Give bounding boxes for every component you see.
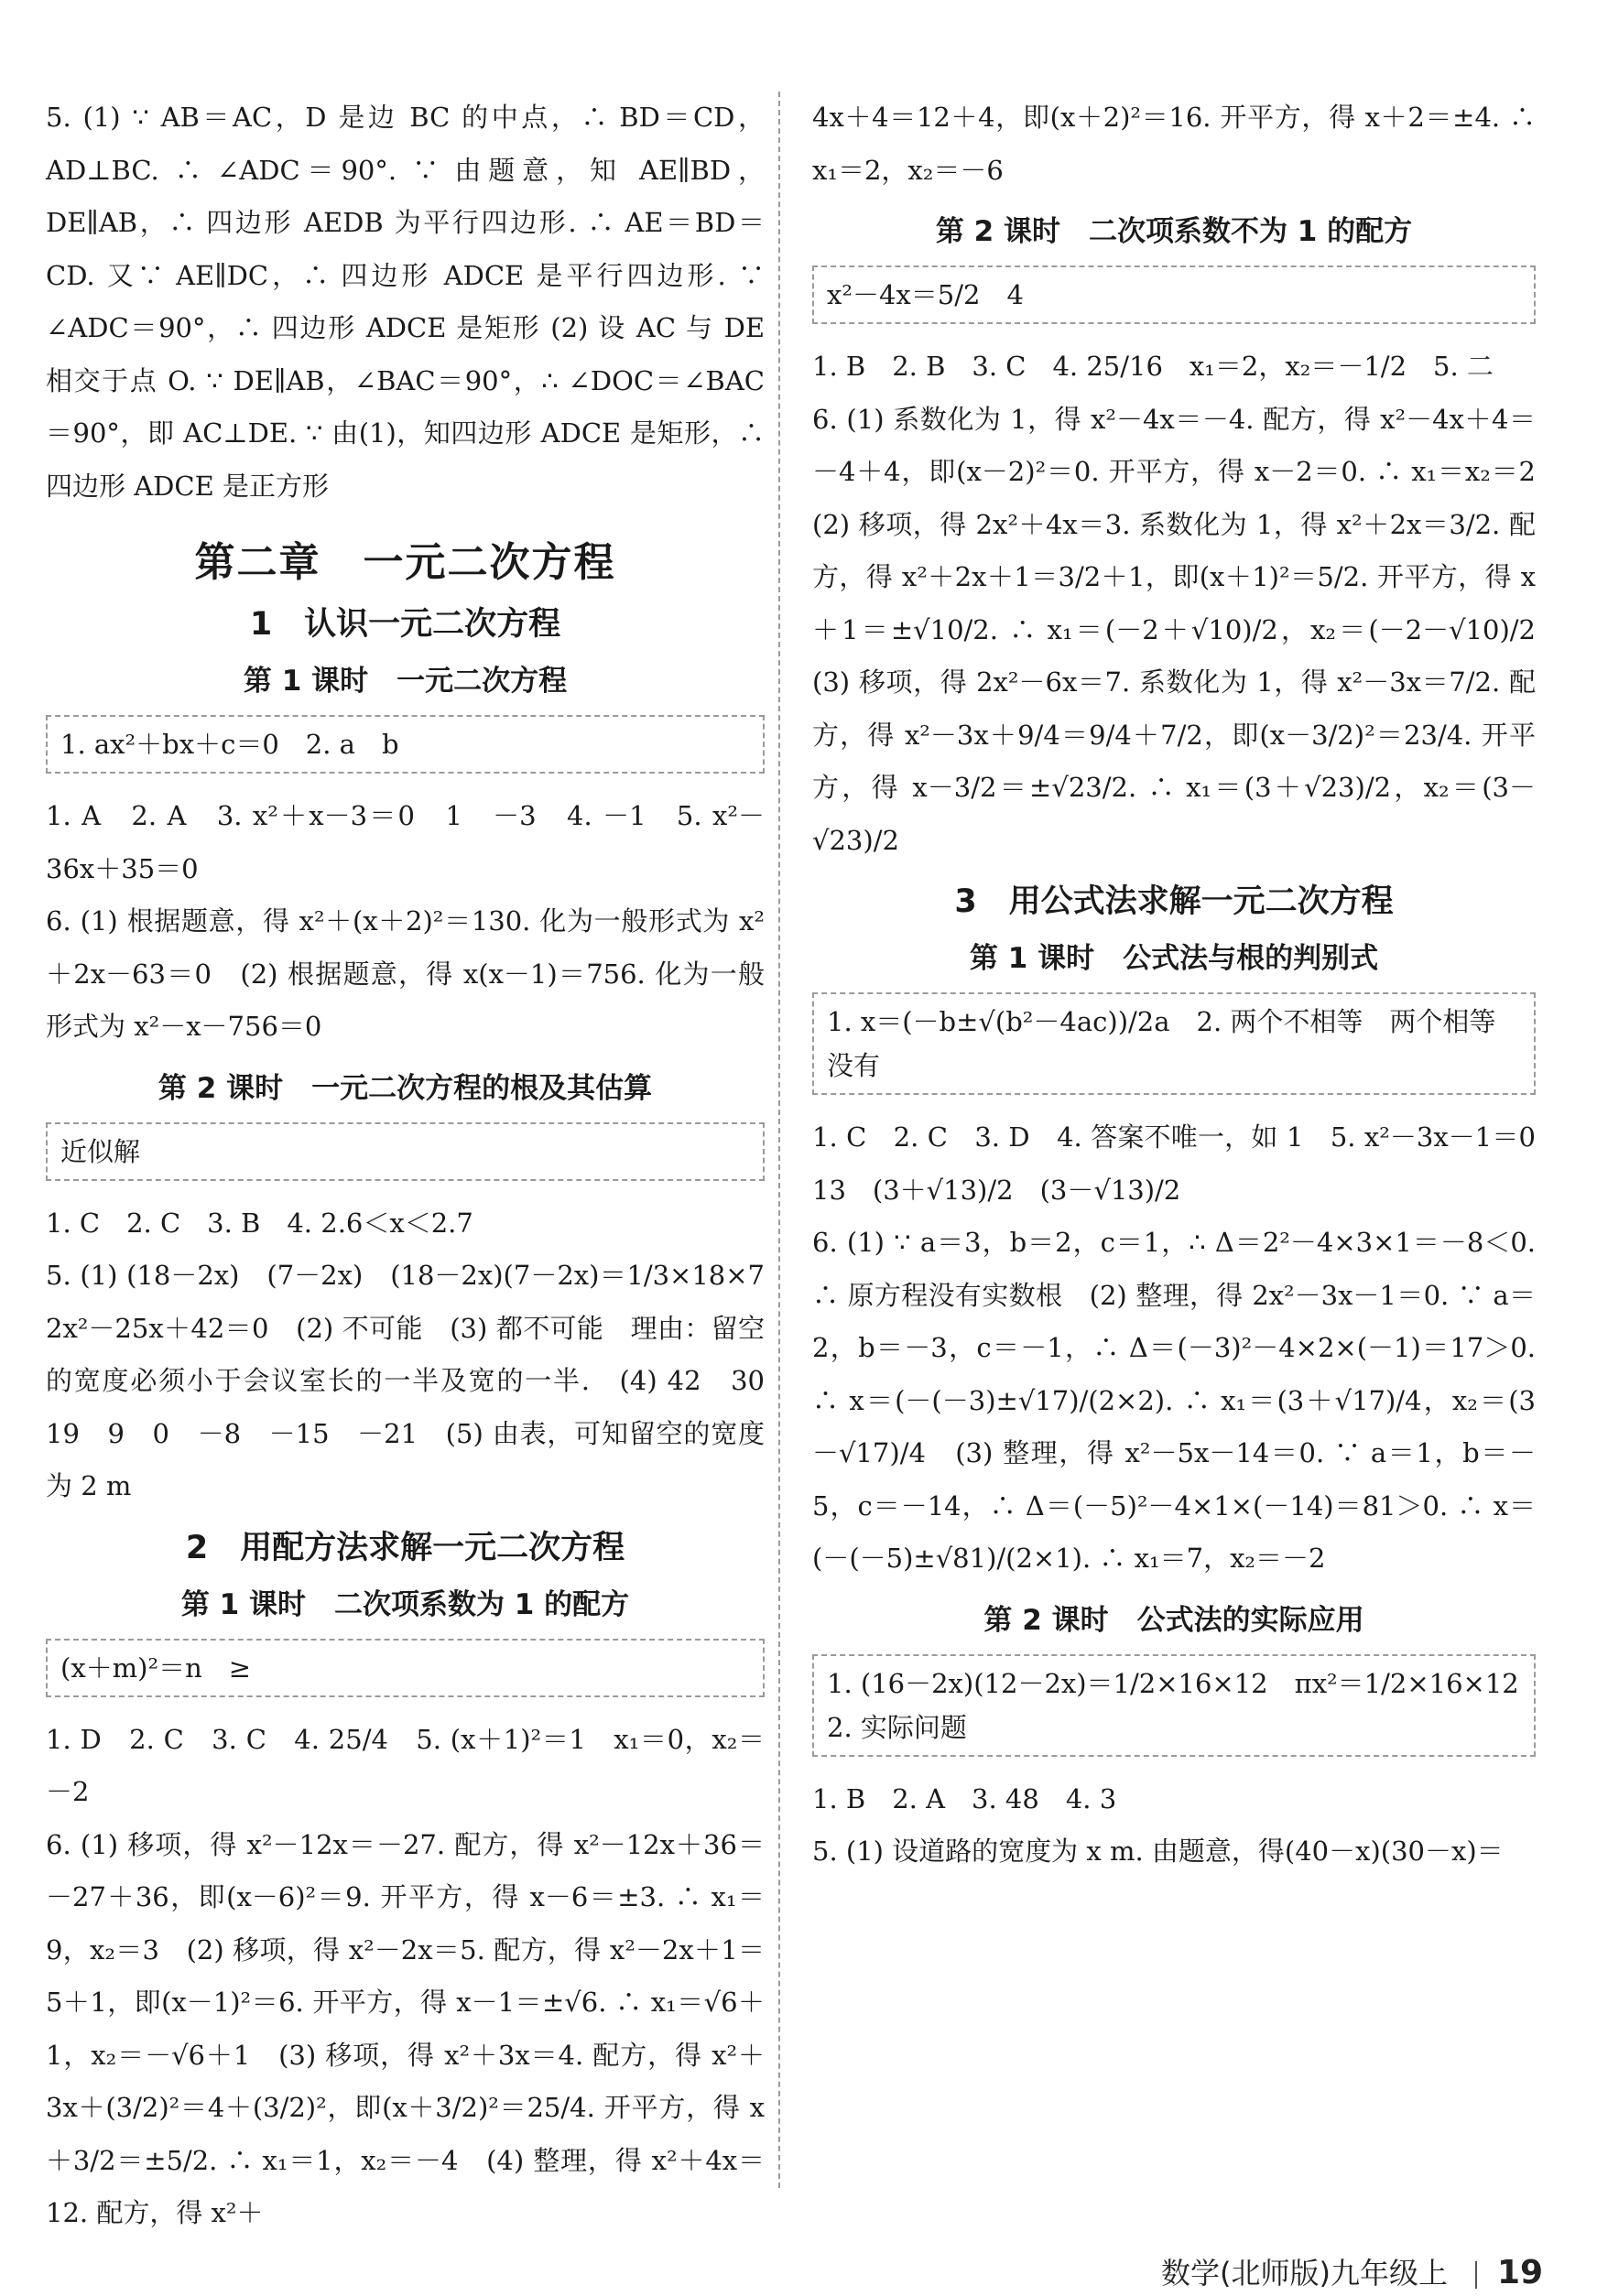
- s1-lesson-2-q5: 5. (1) (18－2x) (7－2x) (18－2x)(7－2x)＝1/3×18×7 2x²－25x＋42＝0 (2) 不可能 (3) 都不可能 理由：留空的宽度必须小于会议室长的一半及宽的一半. (4) 42 30 19 9 0 －8 －15 －21 (5) 由表，可知留空的宽度为 2 m: [46, 1260, 792, 1501]
- s3-lesson-2-box-line-1: 1. (16－2x)(12－2x)＝1/2×16×12 πx²＝1/2×16×12: [827, 1667, 1519, 1699]
- s2-lesson-2-q6: 6. (1) 系数化为 1，得 x²－4x＝－4. 配方，得 x²－4x＋4＝－4＋4，即(x－2)²＝0. 开平方，得 x－2＝0. ∴ x₁＝x₂＝2 (2) 移项，得 2x²＋4x＝3. 系数化为 1，得 x²＋2x＝3/2. 配方，得 x²＋2x＋1＝3/2＋1，即(x＋1)²＝5/2. 开平方，得 x＋1＝±√10/2. ∴ x₁＝(－2＋√10)/2，x₂＝(－2－√10)/2 (3) 移项，得 2x²－6x＝7. 系数化为 1，得 x²－3x＝7/2. 配方，得 x²－3x＋9/4＝9/4＋7/2，即(x－3/2)²＝23/4. 开平方，得 x－3/2＝±√23/2. ∴ x₁＝(3＋√23)/2，x₂＝(3－√23)/2: [812, 403, 1563, 856]
- s2-lesson-2-title: 第 2 课时 二次项系数不为 1 的配方: [935, 215, 1413, 248]
- s3-lesson-2-box: [812, 1654, 1536, 1757]
- s1-lesson-1-box: 1. ax²＋bx＋c＝0 2. a b: [46, 715, 765, 774]
- continued-solution: 4x＋4＝12＋4，即(x＋2)²＝16. 开平方，得 x＋2＝±4. ∴ x₁＝2，x₂＝－6: [812, 102, 1536, 186]
- s3-lesson-2-title: 第 2 课时 公式法的实际应用: [983, 1603, 1364, 1637]
- section-3-title: 3 用公式法求解一元二次方程: [954, 883, 1394, 920]
- s3-lesson-1-title: 第 1 课时 公式法与根的判别式: [969, 942, 1379, 975]
- s3-lesson-1-answers: 1. C 2. C 3. D 4. 答案不唯一，如 1 5. x²－3x－1＝0 13 (3＋√13)/2 (3－√13)/2: [812, 1121, 1563, 1206]
- s1-lesson-2-box: 近似解: [46, 1122, 765, 1181]
- page-footer: [1161, 2250, 1543, 2292]
- s3-lesson-1-box: 1. x＝(－b±√(b²－4ac))/2a 2. 两个不相等 两个相等 没有: [812, 992, 1536, 1095]
- s2-lesson-1-answers: 1. D 2. C 3. C 4. 25/4 5. (x＋1)²＝1 x₁＝0，x₂＝－2: [46, 1723, 765, 1807]
- footer-divider: [1475, 2261, 1477, 2289]
- left-column: [46, 92, 792, 2228]
- s2-lesson-1-title: 第 1 课时 二次项系数为 1 的配方: [180, 1587, 630, 1621]
- section-2-title: 2 用配方法求解一元二次方程: [185, 1529, 625, 1566]
- s3-lesson-2-answers: 1. B 2. A 3. 48 4. 3: [812, 1782, 1117, 1814]
- s2-lesson-2-box: x²－4x＝5/2 4: [812, 265, 1536, 324]
- s1-lesson-1-title: 第 1 课时 一元二次方程: [243, 665, 568, 698]
- chapter-title: 第二章 一元二次方程: [194, 539, 616, 586]
- s1-lesson-2-title: 第 2 课时 一元二次方程的根及其估算: [158, 1071, 653, 1105]
- s2-lesson-1-box: (x＋m)²＝n ≥: [46, 1639, 765, 1697]
- s3-lesson-1-q6: 6. (1) ∵ a＝3，b＝2，c＝1，∴ Δ＝2²－4×3×1＝－8＜0. ∴ 原方程没有实数根 (2) 整理，得 2x²－3x－1＝0. ∵ a＝2，b＝－3，c＝－1，∴ Δ＝(－3)²－4×2×(－1)＝17＞0. ∴ x＝(－(－3)±√17)/(2×2). ∴ x₁＝(3＋√17)/4，x₂＝(3－√17)/4 (3) 整理，得 x²－5x－14＝0. ∵ a＝1，b＝－5，c＝－14，∴ Δ＝(－5)²－4×1×(－14)＝81＞0. ∴ x＝(－(－5)±√81)/(2×1). ∴ x₁＝7，x₂＝－2: [812, 1227, 1536, 1574]
- s2-lesson-1-q6: 6. (1) 移项，得 x²－12x＝－27. 配方，得 x²－12x＋36＝－27＋36，即(x－6)²＝9. 开平方，得 x－6＝±3. ∴ x₁＝9，x₂＝3 (2) 移项，得 x²－2x＝5. 配方，得 x²－2x＋1＝5＋1，即(x－1)²＝6. 开平方，得 x－1＝±√6. ∴ x₁＝√6＋1，x₂＝－√6＋1 (3) 移项，得 x²＋3x＝4. 配方，得 x²＋3x＋(3/2)²＝4＋(3/2)²，即(x＋3/2)²＝25/4. 开平方，得 x＋3/2＝±5/2. ∴ x₁＝1，x₂＝－4 (4) 整理，得 x²＋4x＝12. 配方，得 x²＋: [46, 1828, 765, 2228]
- right-column: [812, 92, 1563, 1879]
- section-1-title: 1 认识一元二次方程: [249, 606, 561, 643]
- s1-lesson-2-answers: 1. C 2. C 3. B 4. 2.6＜x＜2.7: [46, 1207, 473, 1239]
- prev-solution: 5. (1) ∵ AB＝AC，D 是边 BC 的中点，∴ BD＝CD，AD⊥BC. ∴ ∠ADC＝90°. ∵ 由题意，知 AE∥BD，DE∥AB，∴ 四边形 AEDB 为平行四边形. ∴ AE＝BD＝CD. 又∵ AE∥DC，∴ 四边形 ADCE 是平行四边形. ∵ ∠ADC＝90°，∴ 四边形 ADCE 是矩形 (2) 设 AC 与 DE 相交于点 O. ∵ DE∥AB，∠BAC＝90°，∴ ∠DOC＝∠BAC＝90°，即 AC⊥DE. ∵ 由(1)，知四边形 ADCE 是矩形，∴ 四边形 ADCE 是正方形: [46, 102, 765, 502]
- s3-lesson-2-box-line-2: 2. 实际问题: [827, 1711, 967, 1743]
- s1-lesson-1-answers: 1. A 2. A 3. x²＋x－3＝0 1 －3 4. －1 5. x²－36x＋35＝0: [46, 800, 765, 884]
- page-number: 19: [1496, 2254, 1544, 2291]
- s2-lesson-2-answers: 1. B 2. B 3. C 4. 25/16 x₁＝2，x₂＝－1/2 5. 二: [812, 351, 1494, 382]
- book-title: 数学(北师版)九年级上: [1161, 2256, 1448, 2291]
- s1-lesson-1-q6: 6. (1) 根据题意，得 x²＋(x＋2)²＝130. 化为一般形式为 x²＋2x－63＝0 (2) 根据题意，得 x(x－1)＝756. 化为一般形式为 x²－x－756＝0: [46, 905, 765, 1042]
- s3-lesson-2-q5: 5. (1) 设道路的宽度为 x m. 由题意，得(40－x)(30－x)＝: [812, 1836, 1504, 1867]
